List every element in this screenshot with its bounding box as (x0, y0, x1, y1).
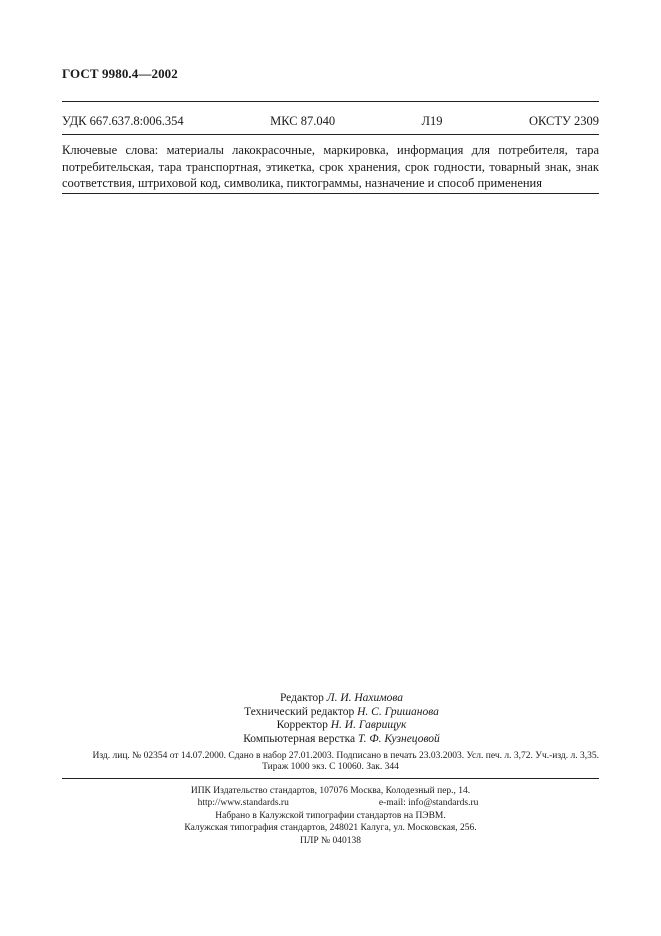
credit-role: Технический редактор (244, 705, 355, 718)
credit-role: Редактор (279, 692, 324, 704)
printer-address: Калужская типография стандартов, 248021 Калуга, ул. Московская, 256. (184, 823, 477, 834)
credit-person: Т. Ф. Кузнецовой (358, 732, 440, 745)
credit-proofreader (0, 719, 661, 733)
top-divider (62, 101, 599, 102)
publisher-website: http://www.standards.ru (197, 798, 289, 809)
udk-code: УДК 667.637.8:006.354 (62, 114, 184, 128)
credit-role: Корректор (276, 719, 328, 731)
credit-person: Л. И. Нахимова (326, 692, 404, 704)
imprint-divider (62, 778, 599, 779)
publication-line-2: Тираж 1000 экз. С 10060. Зак. 344 (262, 762, 399, 772)
publisher-email: e-mail: info@standards.ru (378, 798, 479, 809)
plr-number: ПЛР № 040138 (300, 835, 361, 846)
publisher-address: ИПК Издательство стандартов, 107076 Москва, Колодезный пер., 14. (190, 786, 471, 796)
credit-editor (0, 692, 661, 706)
keywords-divider (62, 193, 599, 194)
publisher-block (0, 785, 661, 847)
credits-block (0, 692, 661, 746)
classification-divider (62, 134, 599, 135)
publisher-contacts (0, 797, 661, 809)
classification-row (62, 114, 599, 129)
keywords-paragraph: Ключевые слова: материалы лакокрасочные, маркировка, информация для потребителя, тара потребительская, тара транспортная, этикетка, срок хранения, срок годности, товарный знак, знак соответствия, штриховой код, символика, пиктограммы, назначение и способ применения (62, 143, 599, 190)
publication-line-1: Изд. лиц. № 02354 от 14.07.2000. Сдано в набор 27.01.2003. Подписано в печать 23.03.2003. Усл. печ. л. 3,72. Уч.-изд. л. 3,35. (92, 751, 599, 761)
typeset-note: Набрано в Калужской типографии стандартов на ПЭВМ. (215, 810, 446, 821)
credit-tech-editor (0, 706, 661, 720)
credit-role: Компьютерная верстка (243, 732, 356, 745)
credit-person: Н. С. Гришанова (357, 705, 439, 718)
standard-id: ГОСТ 9980.4—2002 (62, 66, 178, 81)
credit-layout (0, 733, 661, 747)
group-code: Л19 (421, 114, 443, 128)
okstu-code: ОКСТУ 2309 (528, 114, 599, 128)
credit-person: Н. И. Гаврищук (330, 719, 407, 731)
mks-code: МКС 87.040 (270, 114, 336, 128)
